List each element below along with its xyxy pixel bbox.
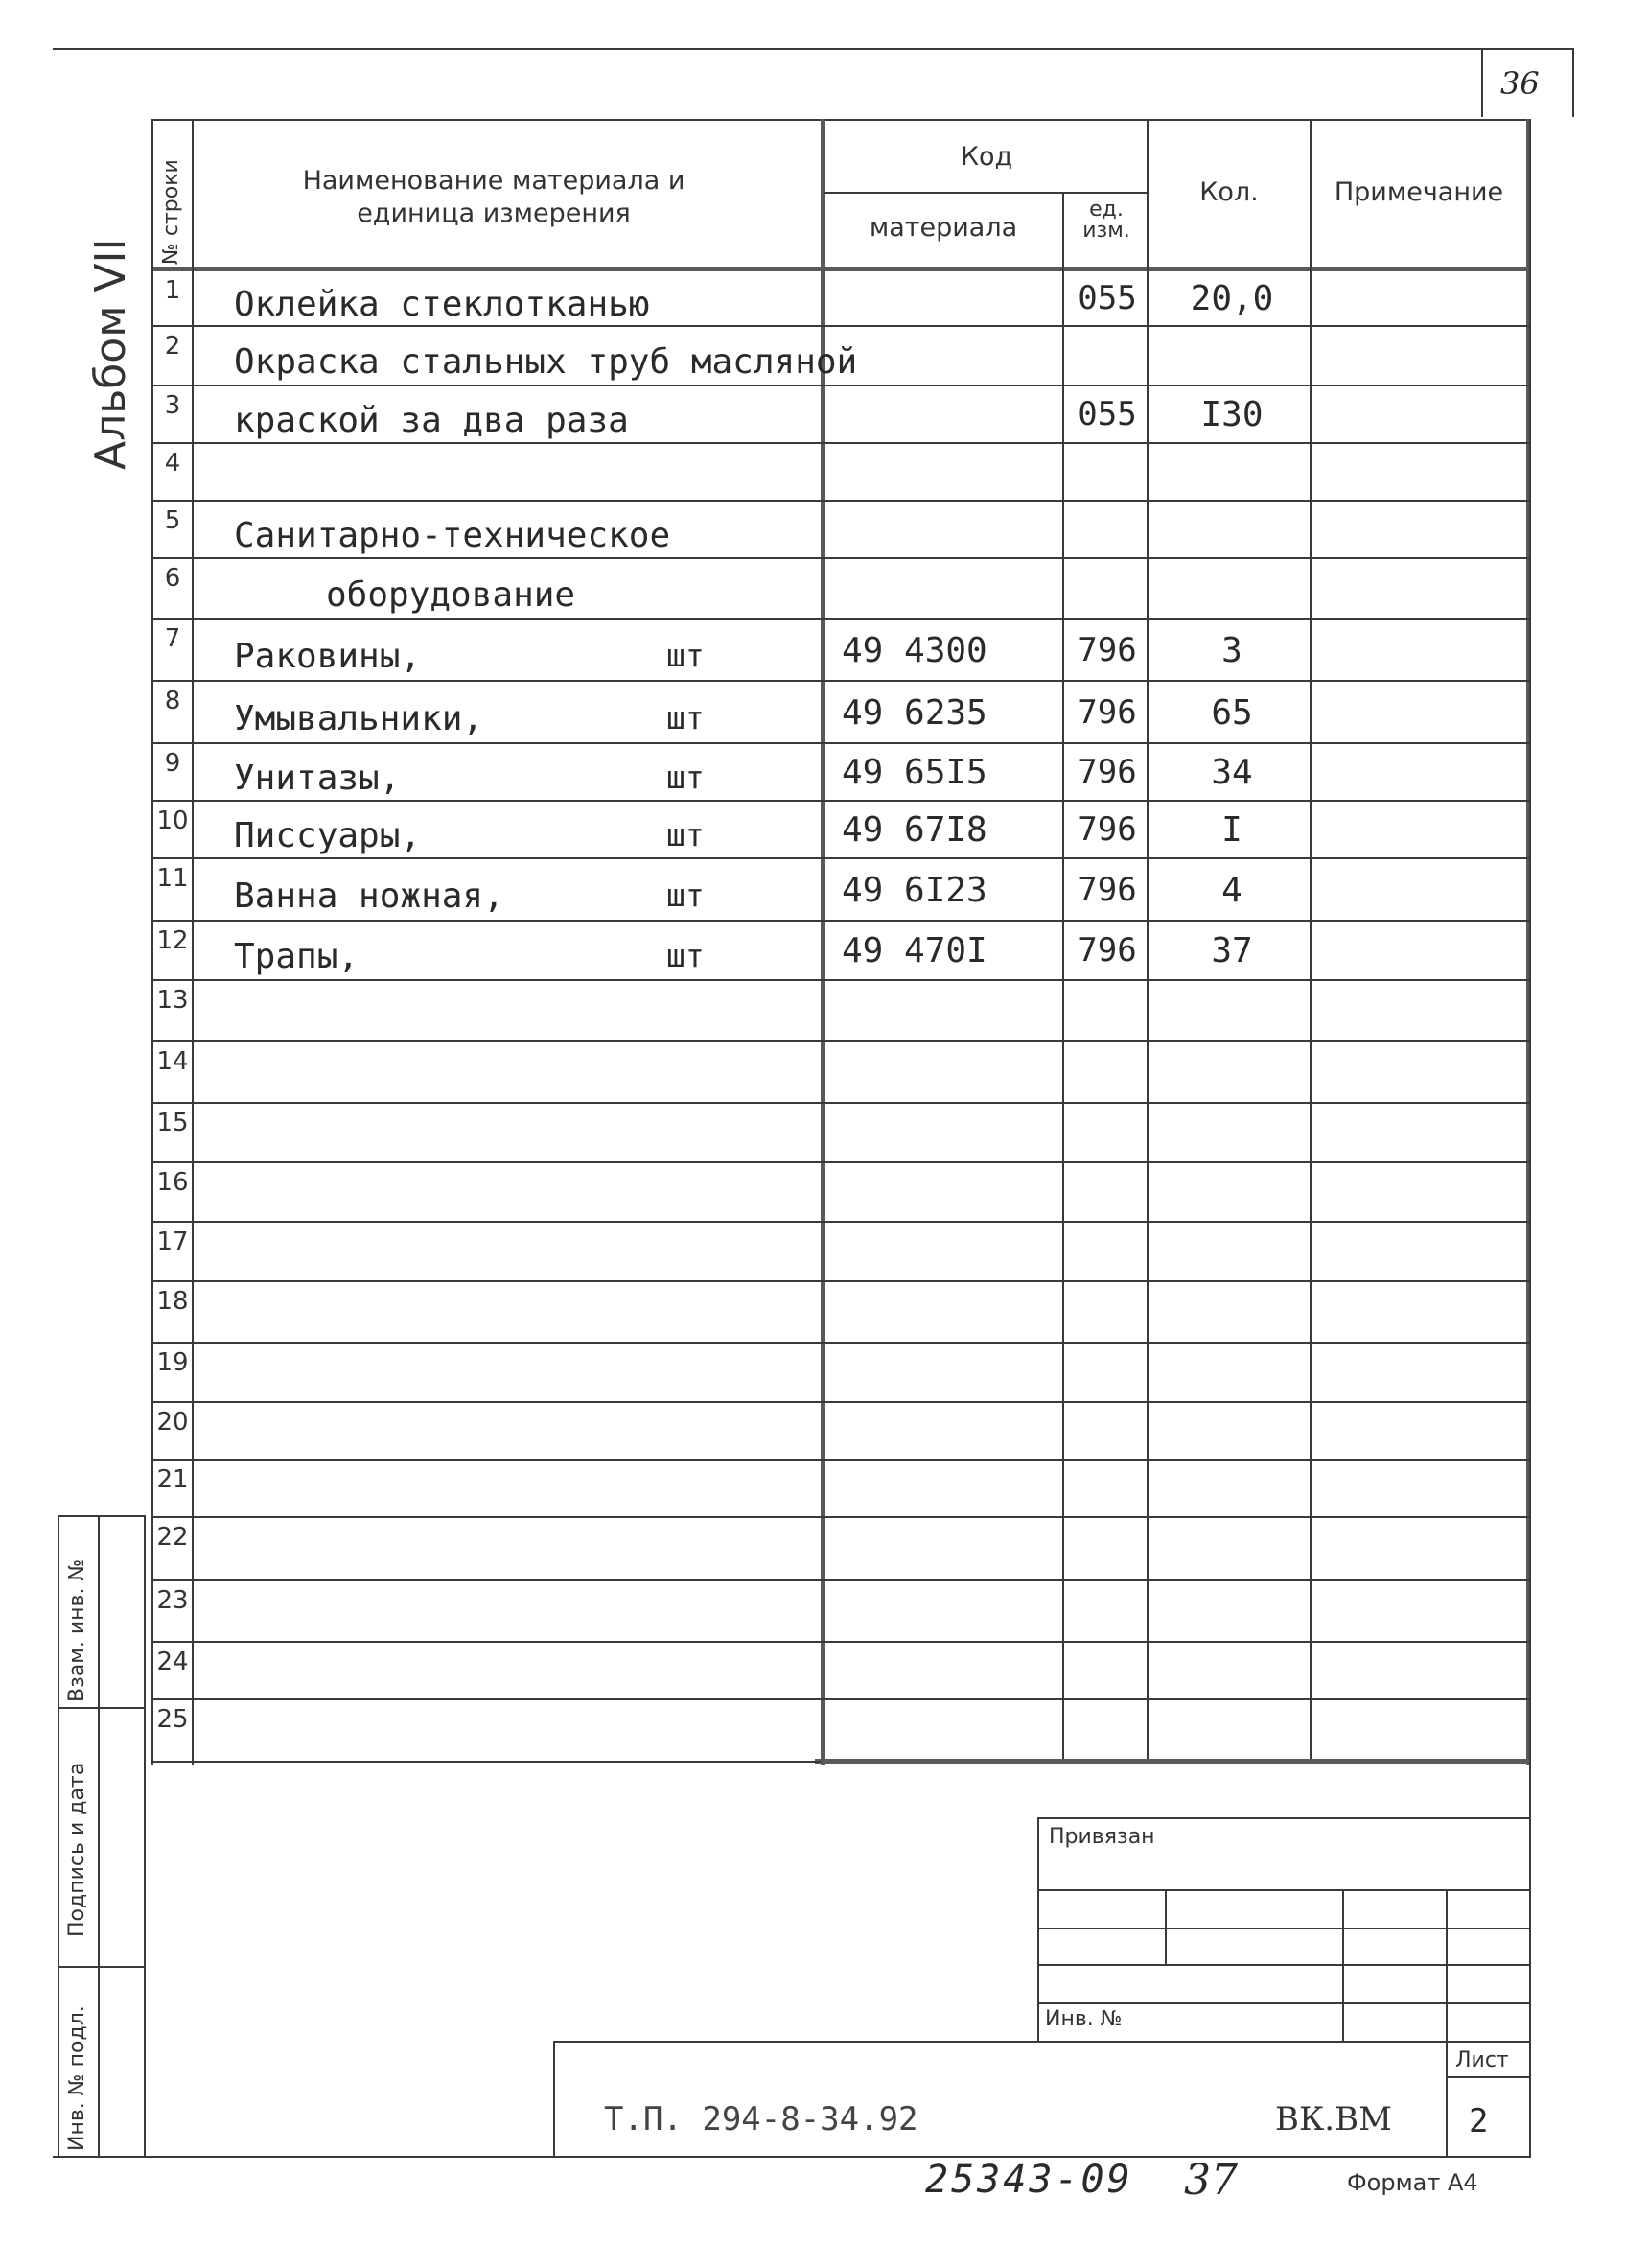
- row-material-name: Ванна ножная,: [234, 877, 504, 916]
- row-number: 15: [156, 1109, 189, 1137]
- row-number: 9: [164, 749, 181, 778]
- row-separator: [153, 1641, 1529, 1643]
- row-number: 22: [156, 1523, 189, 1552]
- row-number: 25: [156, 1705, 189, 1734]
- row-unit: шт: [666, 937, 705, 974]
- row-unit: шт: [666, 877, 705, 914]
- page-ref: 37: [1184, 2156, 1238, 2205]
- row-number: 1: [164, 276, 181, 305]
- header-code: Код: [960, 142, 1013, 172]
- header-code-unit: ед. изм.: [1082, 198, 1130, 243]
- privyazan-col-1: [1165, 1889, 1167, 1966]
- row-material-code: 49 4300: [842, 631, 987, 670]
- privyazan-col-3: [1446, 1889, 1448, 2156]
- stamp-col-left: [58, 1515, 59, 2156]
- page-number-box-right: [1572, 48, 1574, 117]
- stamp-vzam: Взам. инв. №: [65, 1558, 89, 1702]
- row-quantity: 4: [1221, 871, 1242, 910]
- row-number: 18: [156, 1287, 189, 1316]
- row-number: 24: [156, 1648, 189, 1676]
- row-quantity: I30: [1200, 395, 1264, 434]
- row-unit-code: 796: [1078, 810, 1137, 849]
- row-quantity: 20,0: [1190, 279, 1274, 318]
- stamp-divider-1: [58, 1707, 146, 1709]
- row-number: 11: [156, 864, 189, 893]
- row-separator: [153, 1342, 1529, 1344]
- row-number: 8: [164, 687, 181, 715]
- row-number: 17: [156, 1228, 189, 1256]
- outer-bottom-border: [53, 2156, 1531, 2158]
- row-unit-code: 796: [1078, 931, 1137, 970]
- row-separator: [153, 1698, 1529, 1700]
- row-separator: [153, 800, 1529, 802]
- row-separator: [153, 1516, 1529, 1518]
- code-subheader-line: [824, 192, 1149, 194]
- row-unit-code: 796: [1078, 693, 1137, 732]
- header-code-material: материала: [869, 213, 1018, 243]
- row-number: 3: [164, 391, 181, 420]
- page-number-box-left: [1481, 48, 1483, 117]
- header-name: Наименование материала и единица измерения: [302, 166, 685, 228]
- privyazan-col-2: [1342, 1889, 1344, 2043]
- row-material-code: 49 6235: [842, 693, 987, 733]
- privyazan-left: [1037, 1817, 1039, 2043]
- row-number: 2: [164, 332, 181, 361]
- row-material-name: Раковины,: [234, 637, 422, 676]
- stamp-podpis: Подпись и дата: [65, 1762, 89, 1937]
- row-material-name: Писсуары,: [234, 816, 422, 855]
- sheet-box-divider: [1446, 2076, 1529, 2078]
- stamp-divider-2: [58, 1966, 146, 1968]
- row-quantity: 65: [1211, 693, 1253, 733]
- row-unit: шт: [666, 759, 705, 796]
- outer-left-border: [144, 1515, 146, 2158]
- row-number: 10: [156, 807, 189, 835]
- row-number: 12: [156, 926, 189, 955]
- row-unit-code: 796: [1078, 871, 1137, 909]
- header-row-no: № строки: [159, 159, 183, 265]
- sheet-number: 2: [1469, 2102, 1489, 2140]
- row-material-name: оборудование: [326, 575, 576, 615]
- row-number: 5: [164, 506, 181, 535]
- title-block-left: [553, 2041, 555, 2156]
- row-separator: [153, 1040, 1529, 1042]
- table-bottom: [815, 1759, 1529, 1764]
- row-quantity: 37: [1211, 931, 1253, 970]
- row-quantity: 3: [1221, 631, 1242, 670]
- row-separator: [153, 385, 1529, 386]
- inv-no-label: Инв. №: [1045, 2007, 1123, 2031]
- row-unit-code: 055: [1078, 279, 1137, 317]
- row-unit-code: 796: [1078, 753, 1137, 791]
- row-material-code: 49 65I5: [842, 753, 987, 792]
- row-number: 20: [156, 1408, 189, 1437]
- row-unit: шт: [666, 816, 705, 853]
- stamp-top: [58, 1515, 146, 1517]
- row-separator: [153, 1280, 1529, 1282]
- page-number: 36: [1500, 65, 1540, 102]
- row-material-code: 49 67I8: [842, 810, 987, 850]
- row-number: 4: [164, 449, 181, 478]
- row-number: 7: [164, 624, 181, 653]
- row-material-name: краской за два раза: [234, 401, 629, 440]
- row-unit-code: 796: [1078, 631, 1137, 669]
- row-separator: [153, 1459, 1529, 1461]
- row-separator: [153, 1579, 1529, 1581]
- outer-right-border: [1529, 119, 1531, 2157]
- row-number: 21: [156, 1465, 189, 1494]
- archive-number: 25343-09: [925, 2158, 1133, 2202]
- stamp-inv-podl: Инв. № подл.: [65, 2005, 89, 2151]
- header-bottom: [153, 267, 1529, 271]
- row-material-name: Окраска стальных труб масляной: [234, 342, 858, 382]
- row-separator: [153, 1221, 1529, 1223]
- row-number: 23: [156, 1586, 189, 1615]
- row-separator: [153, 618, 1529, 620]
- privyazan-line-2: [1038, 1928, 1529, 1929]
- row-separator: [153, 1401, 1529, 1403]
- row-separator: [153, 325, 1529, 327]
- row-separator: [153, 742, 1529, 744]
- row-separator: [153, 500, 1529, 502]
- row-material-name: Умывальники,: [234, 699, 484, 738]
- row-separator: [153, 857, 1529, 859]
- doc-code: Т.П. 294-8-34.92: [604, 2100, 918, 2139]
- title-block-top: [553, 2041, 1529, 2043]
- row-number: 14: [156, 1047, 189, 1076]
- header-qty: Кол.: [1199, 177, 1259, 207]
- row-separator: [153, 920, 1529, 922]
- row-material-code: 49 6I23: [842, 871, 987, 910]
- row-separator: [153, 557, 1529, 559]
- row-unit: шт: [666, 699, 705, 737]
- privyazan-line-1: [1038, 1889, 1529, 1891]
- privyazan-line-3: [1038, 1964, 1529, 1966]
- doc-mark: ВК.ВМ: [1275, 2100, 1392, 2139]
- row-material-name: Санитарно-техническое: [234, 516, 671, 555]
- privyazan-line-4: [1038, 2002, 1529, 2004]
- row-number: 13: [156, 986, 189, 1015]
- privyazan-label: Привязан: [1049, 1825, 1155, 1849]
- row-separator: [153, 442, 1529, 444]
- privyazan-top: [1038, 1817, 1529, 1819]
- row-material-code: 49 470I: [842, 931, 987, 970]
- row-quantity: 34: [1211, 753, 1253, 792]
- format-label: Формат А4: [1347, 2169, 1478, 2196]
- row-number: 6: [164, 564, 181, 593]
- table-bottom-left: [153, 1761, 821, 1763]
- header-note: Примечание: [1334, 177, 1504, 207]
- row-number: 16: [156, 1168, 189, 1197]
- top-border: [53, 48, 1572, 50]
- row-separator: [153, 680, 1529, 682]
- list-label: Лист: [1455, 2048, 1509, 2072]
- row-quantity: I: [1221, 810, 1242, 850]
- row-material-name: Трапы,: [234, 937, 360, 976]
- row-separator: [153, 979, 1529, 981]
- album-label: Альбом VII: [86, 238, 135, 470]
- row-separator: [153, 1161, 1529, 1163]
- row-unit: шт: [666, 637, 705, 674]
- table-top: [153, 119, 1529, 121]
- row-material-name: Унитазы,: [234, 759, 401, 798]
- row-material-name: Оклейка стеклотканью: [234, 285, 650, 324]
- row-number: 19: [156, 1348, 189, 1377]
- stamp-col-mid: [98, 1515, 100, 2156]
- row-separator: [153, 1102, 1529, 1104]
- row-unit-code: 055: [1078, 395, 1137, 433]
